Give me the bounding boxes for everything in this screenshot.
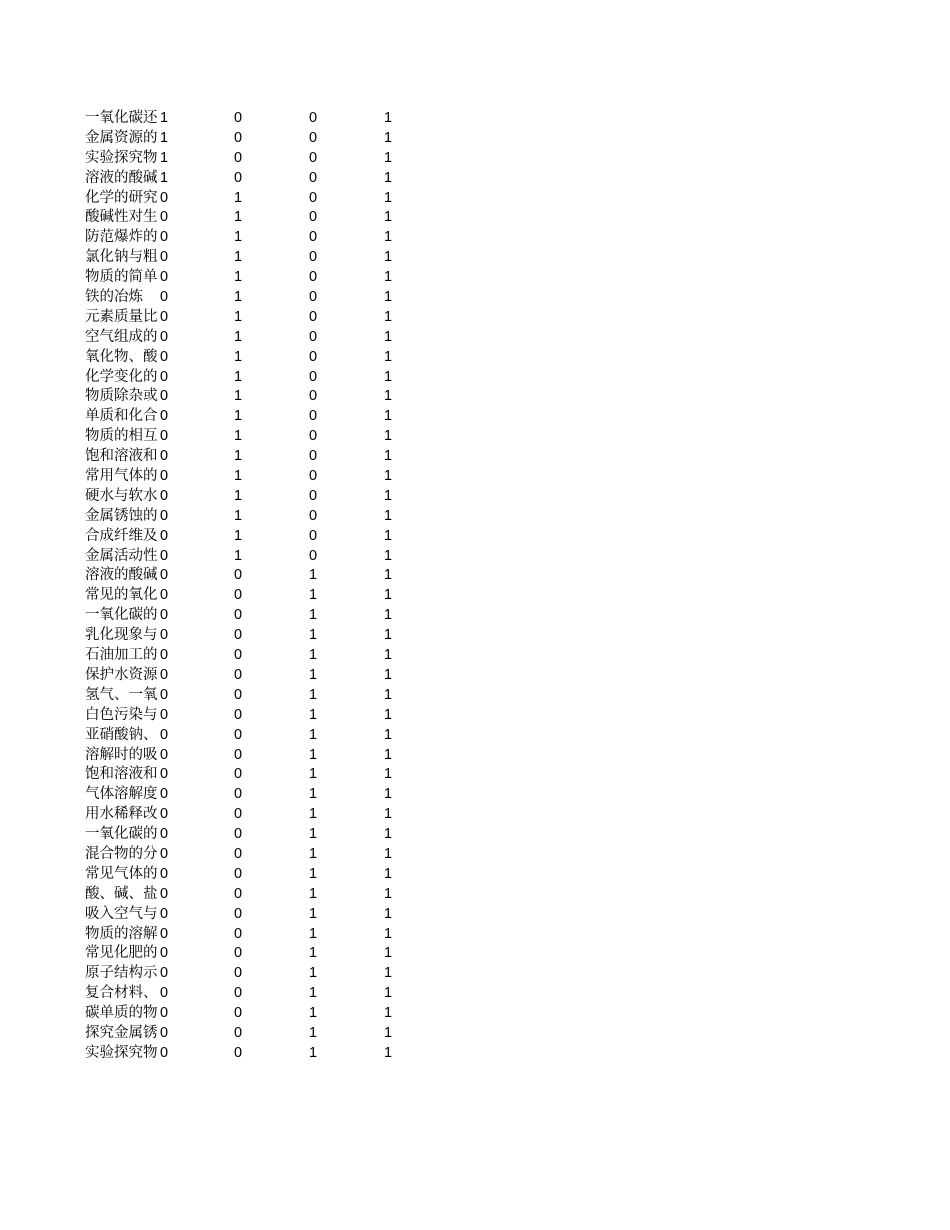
value-cell-c: 1 (309, 607, 318, 624)
topic-cell: 常见的氧化 (85, 587, 158, 604)
value-cell-a: 0 (160, 308, 169, 325)
table-row (85, 984, 425, 1004)
value-cell-b: 0 (234, 945, 243, 962)
value-cell-c: 0 (309, 308, 318, 325)
value-cell-c: 1 (309, 845, 318, 862)
topic-cell: 氯化钠与粗 (85, 249, 158, 266)
topic-cell: 常见气体的 (85, 865, 158, 882)
table-row (85, 765, 425, 785)
value-cell-c: 0 (309, 388, 318, 405)
table-row (85, 925, 425, 945)
value-cell-c: 1 (309, 925, 318, 942)
value-cell-a: 0 (160, 885, 169, 902)
value-cell-b: 1 (234, 189, 243, 206)
value-cell-c: 0 (309, 408, 318, 425)
value-cell-c: 0 (309, 189, 318, 206)
value-cell-c: 0 (309, 348, 318, 365)
value-cell-c: 0 (309, 229, 318, 246)
value-cell-d: 1 (384, 348, 393, 365)
value-cell-b: 0 (234, 766, 243, 783)
table-row (85, 268, 425, 288)
value-cell-b: 1 (234, 487, 243, 504)
value-cell-b: 0 (234, 965, 243, 982)
topic-cell: 亚硝酸钠、 (85, 726, 158, 743)
value-cell-a: 0 (160, 567, 169, 584)
value-cell-a: 1 (160, 169, 169, 186)
topic-cell: 常见化肥的 (85, 945, 158, 962)
value-cell-c: 1 (309, 786, 318, 803)
value-cell-c: 1 (309, 627, 318, 644)
value-cell-a: 0 (160, 806, 169, 823)
table-row (85, 208, 425, 228)
value-cell-c: 1 (309, 945, 318, 962)
value-cell-b: 1 (234, 269, 243, 286)
table-row (85, 487, 425, 507)
value-cell-d: 1 (384, 905, 393, 922)
value-cell-a: 1 (160, 129, 169, 146)
value-cell-b: 1 (234, 229, 243, 246)
value-cell-b: 0 (234, 905, 243, 922)
value-cell-d: 1 (384, 587, 393, 604)
topic-cell: 溶解时的吸 (85, 746, 158, 763)
value-cell-c: 0 (309, 169, 318, 186)
value-cell-d: 1 (384, 706, 393, 723)
value-cell-a: 0 (160, 1044, 169, 1061)
value-cell-d: 1 (384, 289, 393, 306)
topic-cell: 实验探究物 (85, 149, 158, 166)
topic-cell: 金属资源的 (85, 129, 158, 146)
topic-cell: 金属锈蚀的 (85, 507, 158, 524)
value-cell-a: 0 (160, 388, 169, 405)
value-cell-a: 0 (160, 686, 169, 703)
topic-cell: 混合物的分 (85, 845, 158, 862)
topic-cell: 物质的溶解 (85, 925, 158, 942)
value-cell-d: 1 (384, 865, 393, 882)
table-row (85, 865, 425, 885)
table-row (85, 507, 425, 527)
topic-cell: 空气组成的 (85, 328, 158, 345)
value-cell-d: 1 (384, 189, 393, 206)
topic-cell: 一氧化碳的 (85, 607, 158, 624)
value-cell-c: 1 (309, 826, 318, 843)
value-cell-a: 0 (160, 527, 169, 544)
value-cell-c: 1 (309, 746, 318, 763)
table-row (85, 805, 425, 825)
topic-cell: 溶液的酸碱 (85, 567, 158, 584)
table-row (85, 228, 425, 248)
value-cell-a: 0 (160, 627, 169, 644)
value-cell-d: 1 (384, 527, 393, 544)
table-row (85, 169, 425, 189)
value-cell-d: 1 (384, 487, 393, 504)
value-cell-b: 1 (234, 527, 243, 544)
topic-cell: 吸入空气与 (85, 905, 158, 922)
value-cell-b: 0 (234, 587, 243, 604)
value-cell-d: 1 (384, 308, 393, 325)
value-cell-a: 1 (160, 149, 169, 166)
value-cell-a: 0 (160, 826, 169, 843)
value-cell-d: 1 (384, 945, 393, 962)
value-cell-a: 0 (160, 726, 169, 743)
value-cell-a: 1 (160, 110, 169, 126)
value-cell-d: 1 (384, 925, 393, 942)
value-cell-c: 0 (309, 209, 318, 226)
table-row (85, 686, 425, 706)
value-cell-a: 0 (160, 468, 169, 485)
value-cell-a: 0 (160, 706, 169, 723)
value-cell-b: 1 (234, 408, 243, 425)
table-row (85, 666, 425, 686)
value-cell-a: 0 (160, 965, 169, 982)
value-cell-b: 0 (234, 746, 243, 763)
value-cell-b: 0 (234, 647, 243, 664)
value-cell-d: 1 (384, 229, 393, 246)
value-cell-b: 0 (234, 1044, 243, 1061)
value-cell-a: 0 (160, 587, 169, 604)
topic-cell: 乳化现象与 (85, 627, 158, 644)
table-row (85, 964, 425, 984)
value-cell-c: 1 (309, 706, 318, 723)
value-cell-c: 1 (309, 567, 318, 584)
value-cell-a: 0 (160, 746, 169, 763)
topic-cell: 硬水与软水 (85, 487, 158, 504)
value-cell-b: 0 (234, 1005, 243, 1022)
value-cell-d: 1 (384, 607, 393, 624)
table-row (85, 706, 425, 726)
value-cell-b: 0 (234, 1024, 243, 1041)
value-cell-a: 0 (160, 865, 169, 882)
value-cell-c: 1 (309, 905, 318, 922)
value-cell-c: 0 (309, 368, 318, 385)
value-cell-c: 1 (309, 587, 318, 604)
value-cell-d: 1 (384, 985, 393, 1002)
table-row (85, 1004, 425, 1024)
value-cell-a: 0 (160, 189, 169, 206)
value-cell-a: 0 (160, 428, 169, 445)
value-cell-d: 1 (384, 368, 393, 385)
table-row (85, 944, 425, 964)
value-cell-d: 1 (384, 806, 393, 823)
table-row (85, 566, 425, 586)
table-row (85, 109, 425, 129)
value-cell-b: 1 (234, 368, 243, 385)
table-row (85, 527, 425, 547)
value-cell-b: 1 (234, 468, 243, 485)
topic-cell: 元素质量比 (85, 308, 158, 325)
value-cell-b: 0 (234, 806, 243, 823)
value-cell-a: 0 (160, 249, 169, 266)
table-row (85, 248, 425, 268)
value-cell-d: 1 (384, 1024, 393, 1041)
topic-cell: 实验探究物 (85, 1044, 158, 1061)
value-cell-d: 1 (384, 209, 393, 226)
topic-cell: 酸、碱、盐 (85, 885, 158, 902)
value-cell-d: 1 (384, 746, 393, 763)
table-row (85, 626, 425, 646)
value-cell-a: 0 (160, 547, 169, 564)
value-cell-b: 1 (234, 428, 243, 445)
value-cell-a: 0 (160, 328, 169, 345)
value-cell-b: 1 (234, 209, 243, 226)
table-row (85, 328, 425, 348)
table-row (85, 885, 425, 905)
value-cell-a: 0 (160, 209, 169, 226)
value-cell-b: 0 (234, 925, 243, 942)
value-cell-d: 1 (384, 766, 393, 783)
table-row (85, 348, 425, 368)
value-cell-b: 0 (234, 706, 243, 723)
topic-cell: 化学的研究 (85, 189, 158, 206)
table-row (85, 189, 425, 209)
value-cell-b: 0 (234, 627, 243, 644)
value-cell-b: 0 (234, 686, 243, 703)
value-cell-b: 0 (234, 865, 243, 882)
value-cell-a: 0 (160, 945, 169, 962)
table-row (85, 129, 425, 149)
topic-cell: 防范爆炸的 (85, 229, 158, 246)
value-cell-d: 1 (384, 507, 393, 524)
value-cell-a: 0 (160, 408, 169, 425)
value-cell-c: 0 (309, 249, 318, 266)
value-cell-b: 1 (234, 388, 243, 405)
topic-cell: 化学变化的 (85, 368, 158, 385)
table-row (85, 427, 425, 447)
value-cell-d: 1 (384, 448, 393, 465)
topic-cell: 酸碱性对生 (85, 209, 158, 226)
topic-cell: 铁的冶炼 (85, 289, 143, 306)
value-cell-a: 0 (160, 786, 169, 803)
table-row (85, 547, 425, 567)
value-cell-b: 0 (234, 666, 243, 683)
topic-cell: 复合材料、 (85, 985, 158, 1002)
value-cell-d: 1 (384, 826, 393, 843)
value-cell-b: 1 (234, 289, 243, 306)
table-row (85, 785, 425, 805)
value-cell-d: 1 (384, 249, 393, 266)
topic-cell: 气体溶解度 (85, 786, 158, 803)
value-cell-d: 1 (384, 388, 393, 405)
topic-cell: 一氧化碳还 (85, 110, 158, 126)
topic-cell: 金属活动性 (85, 547, 158, 564)
topic-cell: 物质的简单 (85, 269, 158, 286)
table-row (85, 606, 425, 626)
table-row (85, 149, 425, 169)
table-row (85, 586, 425, 606)
table-row (85, 1024, 425, 1044)
value-cell-b: 1 (234, 249, 243, 266)
value-cell-d: 1 (384, 647, 393, 664)
value-cell-d: 1 (384, 149, 393, 166)
value-cell-a: 0 (160, 845, 169, 862)
value-cell-c: 1 (309, 766, 318, 783)
table-row (85, 746, 425, 766)
value-cell-b: 1 (234, 507, 243, 524)
value-cell-a: 0 (160, 1005, 169, 1022)
value-cell-b: 0 (234, 885, 243, 902)
topic-cell: 探究金属锈 (85, 1024, 158, 1041)
value-cell-b: 0 (234, 567, 243, 584)
value-cell-c: 1 (309, 1005, 318, 1022)
table-row (85, 825, 425, 845)
table-row (85, 368, 425, 388)
value-cell-d: 1 (384, 328, 393, 345)
value-cell-a: 0 (160, 269, 169, 286)
value-cell-c: 1 (309, 1024, 318, 1041)
value-cell-a: 0 (160, 448, 169, 465)
topic-cell: 石油加工的 (85, 647, 158, 664)
value-cell-a: 0 (160, 229, 169, 246)
value-cell-b: 0 (234, 726, 243, 743)
value-cell-c: 1 (309, 806, 318, 823)
value-cell-d: 1 (384, 885, 393, 902)
value-cell-d: 1 (384, 1044, 393, 1061)
table-row (85, 467, 425, 487)
value-cell-c: 1 (309, 885, 318, 902)
table-row (85, 447, 425, 467)
value-cell-d: 1 (384, 408, 393, 425)
table-row (85, 407, 425, 427)
value-cell-d: 1 (384, 965, 393, 982)
topic-cell: 合成纤维及 (85, 527, 158, 544)
value-cell-b: 0 (234, 129, 243, 146)
value-cell-d: 1 (384, 468, 393, 485)
value-cell-c: 0 (309, 328, 318, 345)
topic-cell: 白色污染与 (85, 706, 158, 723)
topic-cell: 溶液的酸碱 (85, 169, 158, 186)
topic-cell: 碳单质的物 (85, 1005, 158, 1022)
value-cell-d: 1 (384, 547, 393, 564)
value-cell-b: 0 (234, 169, 243, 186)
value-cell-b: 1 (234, 547, 243, 564)
table-row (85, 646, 425, 666)
topic-cell: 饱和溶液和 (85, 766, 158, 783)
value-cell-b: 0 (234, 149, 243, 166)
table-row (85, 845, 425, 865)
value-cell-a: 0 (160, 766, 169, 783)
table-row (85, 308, 425, 328)
value-cell-d: 1 (384, 786, 393, 803)
value-cell-a: 0 (160, 507, 169, 524)
value-cell-c: 1 (309, 686, 318, 703)
value-cell-d: 1 (384, 666, 393, 683)
spreadsheet-table (85, 109, 425, 1064)
topic-cell: 保护水资源 (85, 666, 158, 683)
value-cell-c: 0 (309, 428, 318, 445)
value-cell-c: 0 (309, 149, 318, 166)
value-cell-c: 1 (309, 726, 318, 743)
value-cell-c: 1 (309, 865, 318, 882)
topic-cell: 氧化物、酸 (85, 348, 158, 365)
value-cell-b: 1 (234, 448, 243, 465)
topic-cell: 氢气、一氧 (85, 686, 158, 703)
value-cell-b: 0 (234, 110, 243, 126)
topic-cell: 单质和化合 (85, 408, 158, 425)
value-cell-b: 1 (234, 308, 243, 325)
value-cell-a: 0 (160, 925, 169, 942)
value-cell-c: 0 (309, 487, 318, 504)
value-cell-d: 1 (384, 169, 393, 186)
value-cell-d: 1 (384, 845, 393, 862)
table-row (85, 1044, 425, 1064)
value-cell-d: 1 (384, 428, 393, 445)
topic-cell: 用水稀释改 (85, 806, 158, 823)
value-cell-b: 0 (234, 607, 243, 624)
value-cell-c: 0 (309, 289, 318, 306)
table-row (85, 387, 425, 407)
topic-cell: 常用气体的 (85, 468, 158, 485)
value-cell-c: 1 (309, 985, 318, 1002)
topic-cell: 物质的相互 (85, 428, 158, 445)
value-cell-b: 0 (234, 786, 243, 803)
value-cell-c: 0 (309, 507, 318, 524)
value-cell-b: 1 (234, 328, 243, 345)
value-cell-a: 0 (160, 666, 169, 683)
value-cell-c: 1 (309, 666, 318, 683)
value-cell-c: 0 (309, 448, 318, 465)
value-cell-c: 0 (309, 547, 318, 564)
value-cell-d: 1 (384, 129, 393, 146)
topic-cell: 一氧化碳的 (85, 826, 158, 843)
value-cell-d: 1 (384, 627, 393, 644)
value-cell-a: 0 (160, 289, 169, 306)
value-cell-d: 1 (384, 269, 393, 286)
value-cell-a: 0 (160, 368, 169, 385)
topic-cell: 饱和溶液和 (85, 448, 158, 465)
value-cell-a: 0 (160, 647, 169, 664)
value-cell-a: 0 (160, 348, 169, 365)
value-cell-a: 0 (160, 1024, 169, 1041)
value-cell-b: 0 (234, 826, 243, 843)
value-cell-b: 1 (234, 348, 243, 365)
table-row (85, 905, 425, 925)
value-cell-a: 0 (160, 487, 169, 504)
value-cell-c: 0 (309, 468, 318, 485)
value-cell-c: 0 (309, 269, 318, 286)
value-cell-b: 0 (234, 845, 243, 862)
topic-cell: 原子结构示 (85, 965, 158, 982)
table-row (85, 288, 425, 308)
topic-cell: 物质除杂或 (85, 388, 158, 405)
value-cell-d: 1 (384, 110, 393, 126)
value-cell-a: 0 (160, 905, 169, 922)
table-row (85, 726, 425, 746)
value-cell-a: 0 (160, 607, 169, 624)
value-cell-d: 1 (384, 1005, 393, 1022)
value-cell-c: 0 (309, 129, 318, 146)
value-cell-c: 1 (309, 1044, 318, 1061)
value-cell-a: 0 (160, 985, 169, 1002)
value-cell-d: 1 (384, 686, 393, 703)
value-cell-c: 1 (309, 965, 318, 982)
value-cell-b: 0 (234, 985, 243, 1002)
value-cell-c: 0 (309, 110, 318, 126)
value-cell-c: 0 (309, 527, 318, 544)
value-cell-c: 1 (309, 647, 318, 664)
value-cell-d: 1 (384, 567, 393, 584)
value-cell-d: 1 (384, 726, 393, 743)
